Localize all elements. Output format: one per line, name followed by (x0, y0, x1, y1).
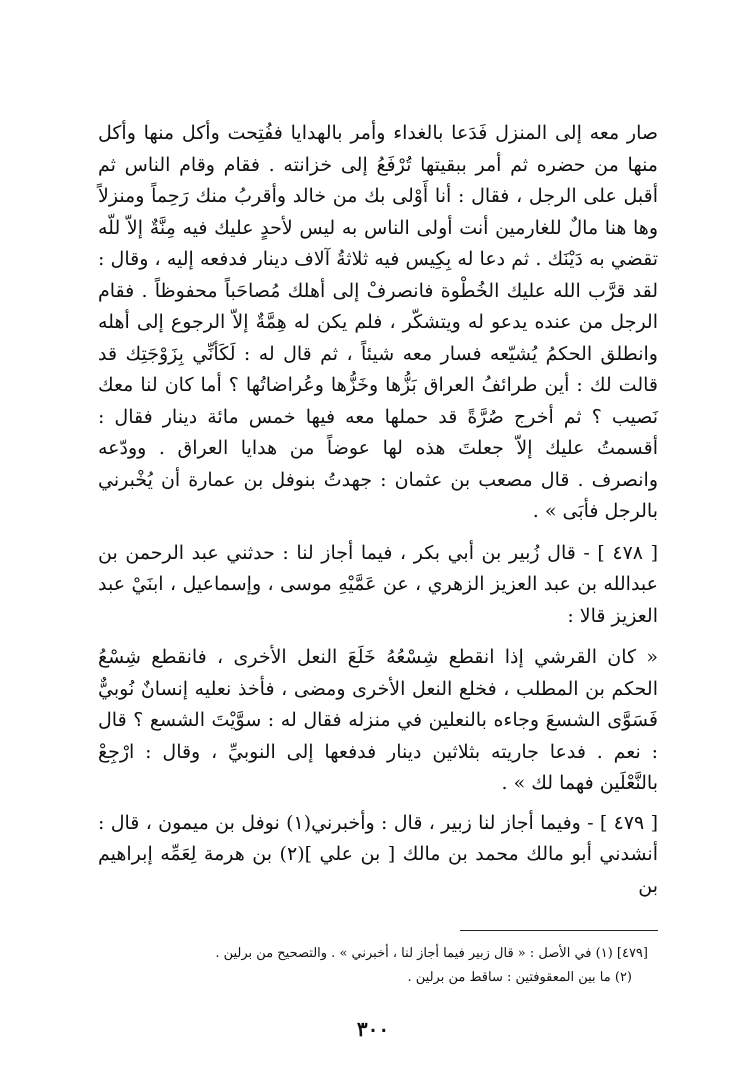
paragraph-narrative: صار معه إلى المنزل فَدَعا بالغداء وأمر بالهدايا ففُتِحت وأكل منها وأكل منها من حضره ثم أمر ببقيتها تُرْفَعُ إلى خزانته . فقام وقام الناس ثم أقبل على الرجل ، فقال : أنا أَوْلى بك من خالد وأقربُ منك رَحِماً ومنزلاً وها هنا مالٌ للغارمين أنت أولى الناس به ليس لأحدٍ عليك فيه مِنَّةٌ إلاّ للّه تقضي به دَيْنَك . ثم دعا له بِكِيس فيه ثلاثةُ آلاف دينار فدفعه إليه ، وقال : لقد قرَّب الله عليك الخُطْوة فانصرفْ إلى أهلك مُصاحَباً محفوظاً . فقام الرجل من عنده يدعو له ويتشكّر ، فلم يكن له هِمَّةٌ إلاّ الرجوع إلى أهله وانطلق الحكمُ يُشيّعه فسار معه شيئاً ، ثم قال له : لَكَأنِّي بِزَوْجَتِك قد قالت لك : أين طرائفُ العراق بَزُّها وخَزُّها وعُراضاتُها ؟ أما كان لنا معك نَصيب ؟ ثم أخرج صُرَّةً قد حملها معه فيها خمس مائة دينار فقال : أقسمتُ عليك إلاّ جعلتَ هذه لها عوضاً من هدايا العراق . وودّعه وانصرف . قال مصعب بن عثمان : جهدتُ بنوفل بن عمارة أن يُخْبرني بالرجل فأبَى » . (98, 122, 658, 522)
main-text (98, 118, 658, 902)
footnotes (98, 942, 658, 990)
paragraph-gap (98, 632, 658, 642)
footnote-1: [٤٧٩] (١) في الأصل : « قال زبير فيما أجاز لنا ، أخبرني » . والتصحيح من برلين . (215, 946, 648, 961)
paragraph-gap (98, 800, 658, 808)
paragraph-report-479: [ ٤٧٩ ] - وفيما أجاز لنا زبير ، قال : وأخبرني(١) نوفل بن ميمون ، قال : أنشدني أبو مالك محمد بن مالك [ بن علي ](٢) بن هرمة لِعَمِّه إبراهيم بن (98, 811, 658, 897)
paragraph-quote-478: « كان القرشي إذا انقطع شِسْعُهُ خَلَعَ النعل الأخرى ، فانقطع شِسْعُ الحكم بن المطلب ، فخلع النعل الأخرى ومضى ، فأخذ نعليه إنسانٌ نُوبيٌّ فَسَوَّى الشسعَ وجاءه بالنعلين في منزله فقال له : سوَّيْتَ الشسع ؟ قال : نعم . فدعا جاريته بثلاثين دينار فدفعها إلى النوبيِّ ، وقال : ارْجِعْ بالنَّعْلَين فهما لك » . (98, 646, 658, 794)
paragraph-report-478: [ ٤٧٨ ] - قال زُبير بن أبي بكر ، فيما أجاز لنا : حدثني عبد الرحمن بن عبدالله بن عبد العزيز الزهري ، عن عَمَّيْهِ موسى ، وإسماعيل ، ابنَيْ عبد العزيز قالا : (98, 541, 659, 627)
footnote-2: (٢) ما بين المعقوفتين : ساقط من برلين . (407, 970, 632, 985)
paragraph-gap (98, 528, 658, 538)
page-number: ٣٠٠ (356, 1017, 390, 1041)
footnote-divider (460, 930, 658, 931)
